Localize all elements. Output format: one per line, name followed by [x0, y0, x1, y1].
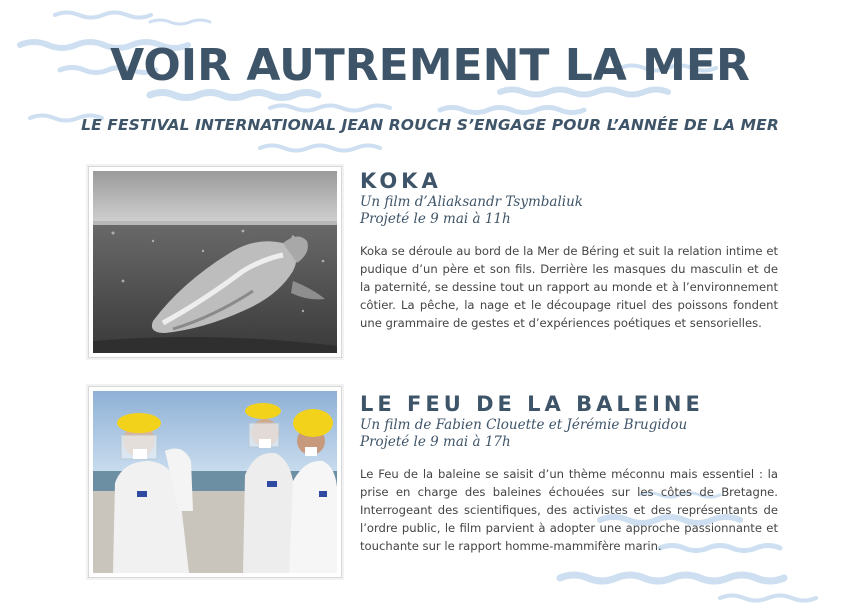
film-title: KOKA [360, 169, 442, 193]
film-credit: Un film d’Aliaksandr Tsymbaliuk [360, 194, 583, 210]
film-description: Koka se déroule au bord de la Mer de Béring et suit la relation intime et pudique d’un père et son fils. Derrière les masques du masculin et de la paternité, se dessine tout un rapport au monde et à l’environnement côtier. La pêche, la nage et le découpage rituel des poissons fondent une grammaire de gestes et d’expériences poétiques et sensorielles. [360, 244, 778, 330]
film-description: Le Feu de la baleine se saisit d’un thème méconnu mais essentiel : la prise en charge des baleines échouées sur les côtes de Bretagne. Interrogeant des scientifiques, des activistes et des représentants de l’ordre public, le film parvient à adopter une approche passionnante et touchante sur le rapport homme-mammifère marin. [360, 467, 778, 553]
whale-carcass-image [93, 171, 337, 353]
feu-baleine-photo [88, 386, 342, 578]
page-subtitle: LE FESTIVAL INTERNATIONAL JEAN ROUCH S’ENGAGE POUR L’ANNÉE DE LA MER [81, 116, 779, 134]
film-credit: Un film de Fabien Clouette et Jérémie Brugidou [360, 417, 688, 433]
film-feu-de-la-baleine [360, 391, 778, 555]
film-screening-date: Projeté le 9 mai à 11h [360, 211, 511, 227]
page-title: VOIR AUTREMENT LA MER [110, 40, 750, 91]
film-title: LE FEU DE LA BALEINE [360, 392, 704, 416]
koka-photo [88, 166, 342, 358]
film-koka [360, 168, 778, 332]
rescue-team-image [93, 391, 337, 573]
film-screening-date: Projeté le 9 mai à 17h [360, 434, 511, 450]
